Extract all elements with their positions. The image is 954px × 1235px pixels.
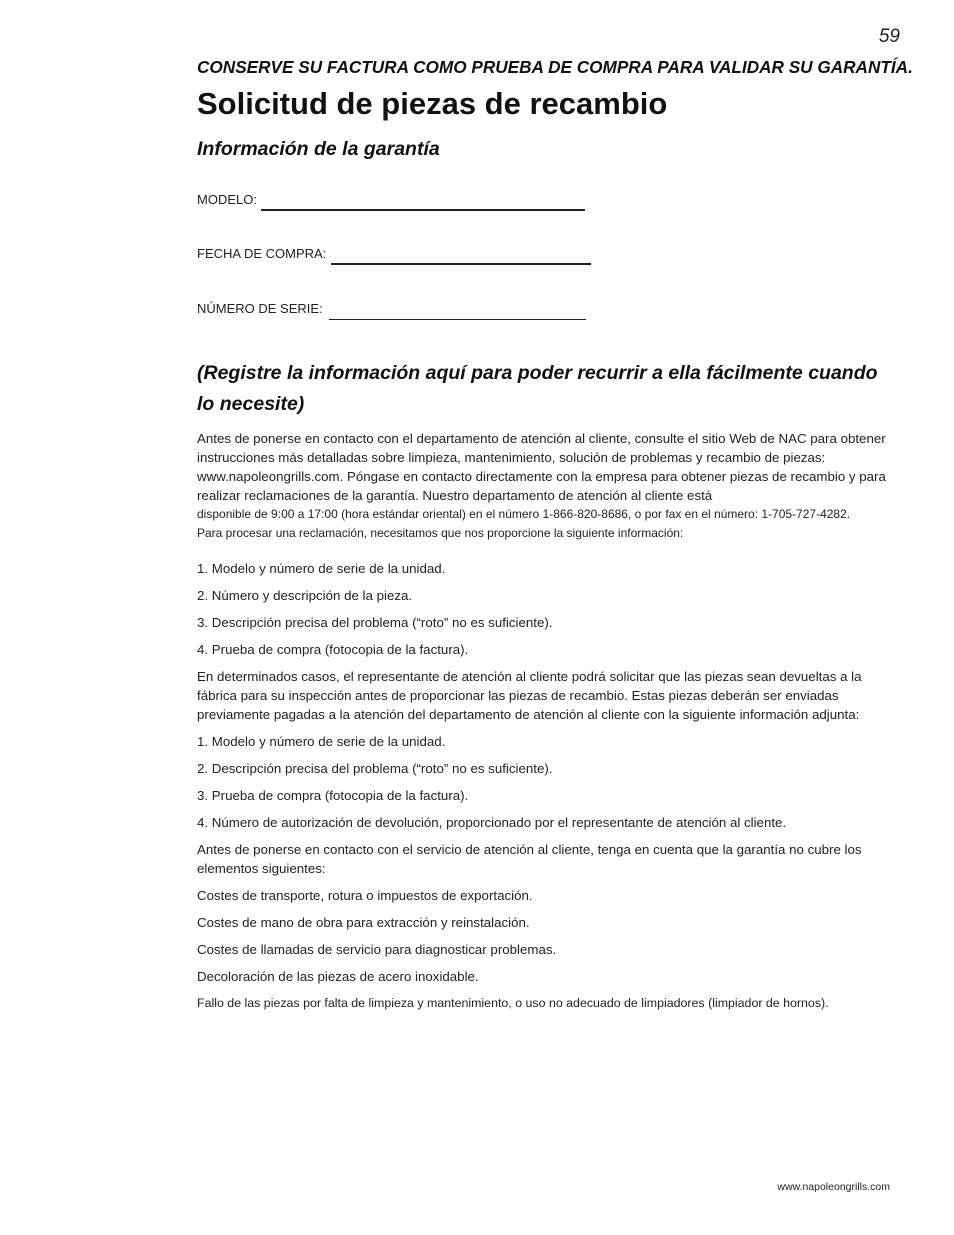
warranty-info-subtitle: Información de la garantía [197,138,440,160]
model-label: MODELO: [197,192,257,207]
model-field[interactable] [261,191,585,211]
purchase-date-label: FECHA DE COMPRA: [197,246,327,261]
return-info-list [197,732,899,832]
exclusions-paragraph: Antes de ponerse en contacto con el servicio de atención al cliente, tenga en cuenta que la garantía no cubre los elementos siguientes: [197,842,862,876]
list-item: 4. Número de autorización de devolución, proporcionado por el representante de atención al cliente. [197,815,787,830]
document-body [197,55,913,1013]
serial-number-row [197,301,899,320]
list-item: Costes de transporte, rotura o impuestos de exportación. [197,888,533,903]
purchase-date-row [197,245,899,265]
list-item: Decoloración de las piezas de acero inoxidable. [197,969,479,984]
list-item: 2. Número y descripción de la pieza. [197,588,413,603]
serial-number-field[interactable] [329,301,586,320]
return-paragraph: En determinados casos, el representante de atención al cliente podrá solicitar que las piezas sean devueltas a la fábrica para su inspección antes de proporcionar las piezas de recambio. Estas piezas deberán ser enviadas previamente pagadas a la atención del departamento de atención al cliente con la siguiente información adjunta: [197,669,862,722]
list-item: Costes de llamadas de servicio para diagnosticar problemas. [197,942,557,957]
page-number: 59 [878,26,900,47]
list-item: 2. Descripción precisa del problema (“roto” no es suficiente). [197,761,553,776]
exclusions-list [197,886,899,1013]
intro-hours-text: disponible de 9:00 a 17:00 (hora estándar oriental) en el número 1-866-820-8686, o por fax en el número: 1-705-727-4282. [197,507,851,521]
page-title: Solicitud de piezas de recambio [197,86,668,121]
purchase-date-field[interactable] [331,245,591,265]
serial-number-label: NÚMERO DE SERIE: [197,301,323,316]
intro-text: Antes de ponerse en contacto con el departamento de atención al cliente, consulte el sitio Web de NAC para obtener instrucciones más detalladas sobre limpieza, mantenimiento, solución de problemas y recambio de piezas: www.napoleongrills.com. Póngase en contacto directamente con la empresa para obtener piezas de recambio y para realizar reclamaciones de la garantía. Nuestro departamento de atención al cliente está [197,431,886,503]
list-item: Costes de mano de obra para extracción y reinstalación. [197,915,530,930]
list-item: Fallo de las piezas por falta de limpieza y mantenimiento, o uso no adecuado de limpiadores (limpiador de hornos). [197,996,829,1010]
footer-url: www.napoleongrills.com [777,1181,890,1193]
list-item: 1. Modelo y número de serie de la unidad. [197,734,446,749]
register-info-heading: (Registre la información aquí para poder recurrir a ella fácilmente cuando lo necesite) [197,362,878,415]
list-item: 4. Prueba de compra (fotocopia de la factura). [197,642,469,657]
list-item: 3. Descripción precisa del problema (“roto” no es suficiente). [197,615,553,630]
intro-request-text: Para procesar una reclamación, necesitamos que nos proporcione la siguiente información: [197,526,684,540]
model-row [197,191,899,211]
list-item: 1. Modelo y número de serie de la unidad. [197,561,446,576]
invoice-notice: CONSERVE SU FACTURA COMO PRUEBA DE COMPRA PARA VALIDAR SU GARANTÍA. [197,57,913,77]
list-item: 3. Prueba de compra (fotocopia de la factura). [197,788,469,803]
intro-paragraph [197,429,899,543]
claim-info-list [197,559,899,659]
